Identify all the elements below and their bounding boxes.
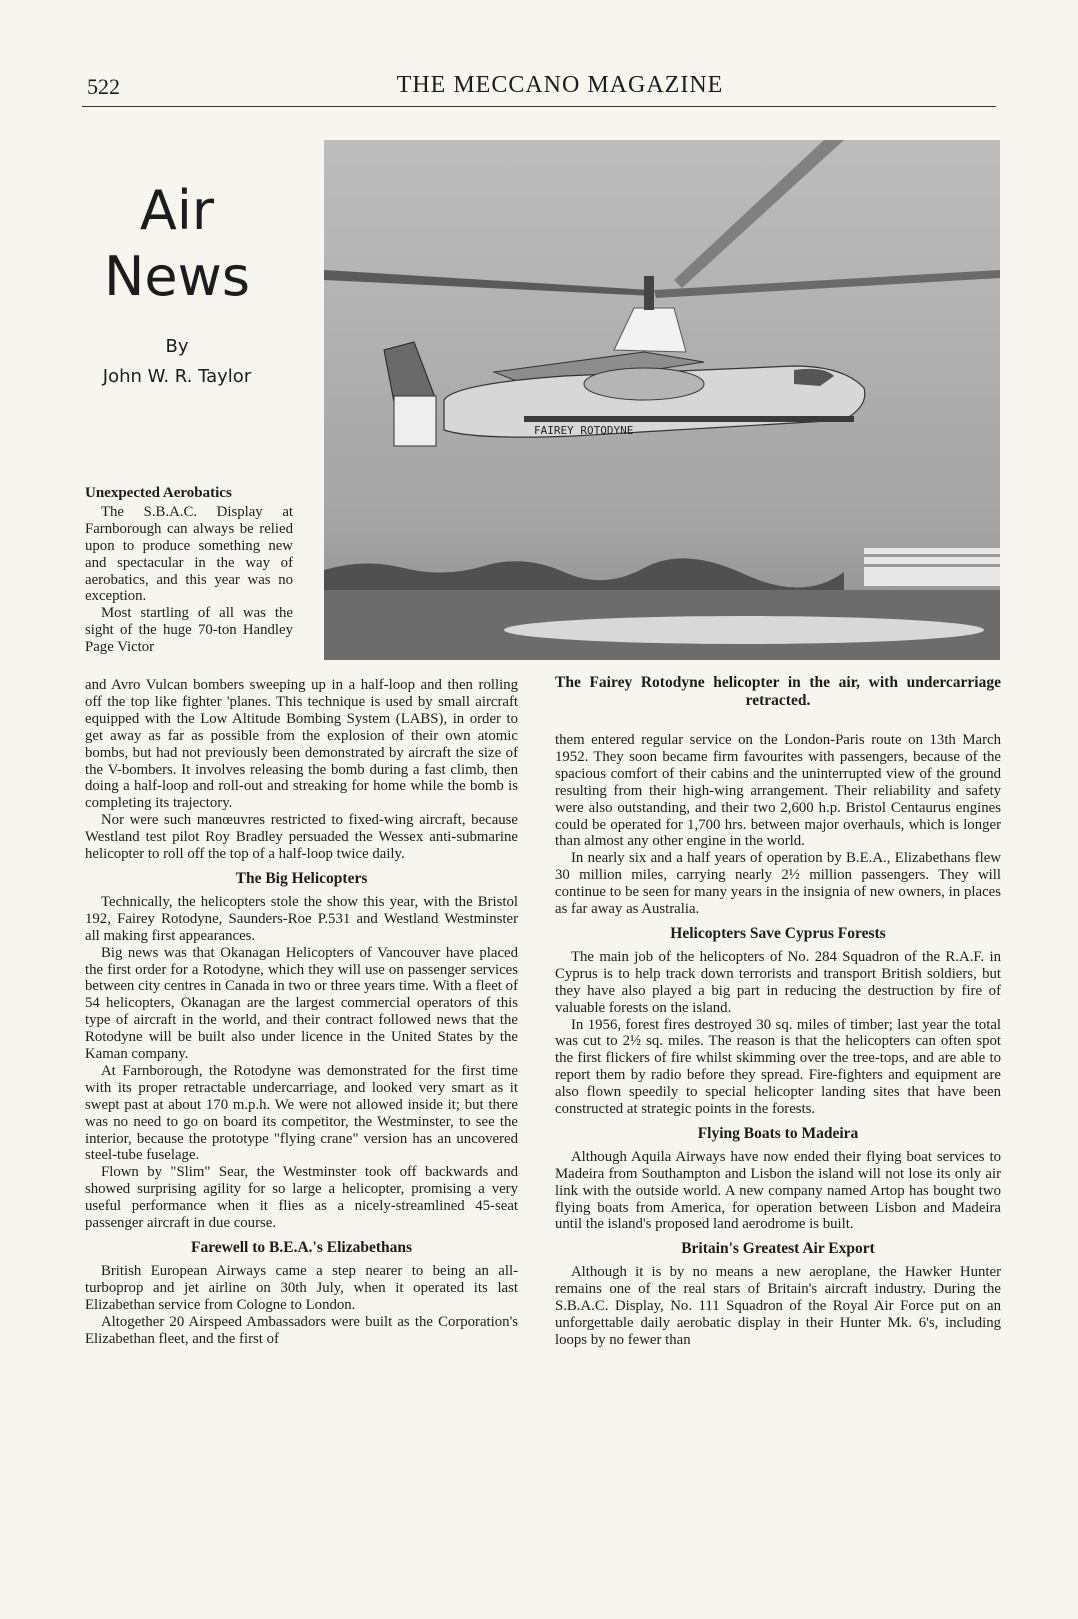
paragraph: The S.B.A.C. Display at Farnborough can always be relied upon to produce something new and spectacular in the way of aerobatics, and this year was no exception. — [85, 503, 293, 605]
section-heading-cyprus: Helicopters Save Cyprus Forests — [670, 924, 886, 942]
column-intro — [85, 485, 293, 656]
paragraph: Most startling of all was the sight of the huge 70-ton Handley Page Victor — [85, 605, 293, 656]
paragraph: Flown by "Slim" Sear, the Westminster took off backwards and showed surprising agility for so large a helicopter, promising a very useful performance when it flies as a nicely-streamlined 45-seat passenger aircraft in due course. — [85, 1164, 518, 1232]
paragraph: At Farnborough, the Rotodyne was demonstrated for the first time with its proper retractable undercarriage, and looked very smart as it swept past at about 170 m.p.h. We were not allowed inside it; but there was no need to go on board its competitor, the Westminster, to see the interior, because the prototype "flying crane" version has an uncovered steel-tube fuselage. — [85, 1062, 518, 1164]
paragraph: Nor were such manœuvres restricted to fixed-wing aircraft, because Westland test pilot Roy Bradley persuaded the Wessex anti-submarine helicopter to roll off the top of a half-loop twice daily. — [85, 812, 518, 863]
paragraph: In 1956, forest fires destroyed 30 sq. miles of timber; last year the total was cut to 2½ sq. miles. The reason is that the helicopters can often spot the first flickers of fire whilst skimming over the tree-tops, and are able to report them by radio before they spread. Fire-fighters and equipment are also flown speedily to special helicopter landing sites that have been constructed at strategic points in the forests. — [555, 1016, 1001, 1118]
paragraph: Although Aquila Airways have now ended their flying boat services to Madeira from Southampton and Lisbon the island will not lose its only air link with the outside world. A new company named Artop has bought two flying boats from America, for operation between Lisbon and Madeira until the island's proposed land aerodrome is built. — [555, 1148, 1001, 1233]
paragraph: British European Airways came a step nearer to being an all-turboprop and jet airline on 30th July, when it operated its last Elizabethan service from Cologne to London. — [85, 1262, 518, 1313]
byline-by: By — [165, 336, 189, 357]
paragraph-continued: and Avro Vulcan bombers sweeping up in a half-loop and then rolling off the top like fighter 'planes. This technique is used by small aircraft equipped with the Low Altitude Bombing System (LABS), in order to get away as far as possible from the explosion of their own atomic bombs, but had not previously been demonstrated by aircraft the size of the V-bombers. It involves releasing the bomb during a fast climb, then doing a half-loop and roll-out and streaking for home while the bomb is completing its trajectory. — [85, 677, 518, 812]
title-line-2: News — [104, 245, 250, 308]
header-rule — [82, 106, 996, 107]
column-left — [85, 677, 518, 1347]
column-right — [555, 732, 1001, 1349]
section-heading-madeira: Flying Boats to Madeira — [697, 1124, 859, 1142]
section-heading-big-helicopters: The Big Helicopters — [235, 869, 368, 887]
fuselage-lettering: FAIREY ROTODYNE — [534, 424, 634, 437]
paragraph-continued: them entered regular service on the London-Paris route on 13th March 1952. They soon became firm favourites with passengers, because of the spacious comfort of their cabins and the uninterrupted view of the ground resulting from their high-wing arrangement. Their reliability and safety were also outstanding, and their two 2,600 h.p. Bristol Centaurus engines could be operated for 1,700 hrs. between major overhauls, which is longer than almost any other engine in the world. — [555, 732, 1001, 850]
paragraph: Altogether 20 Airspeed Ambassadors were built as the Corporation's Elizabethan fleet, and the first of — [85, 1313, 518, 1347]
paragraph: The main job of the helicopters of No. 284 Squadron of the R.A.F. in Cyprus is to help track down terrorists and transport British soldiers, but they have also played a big part in reducing the destruction by fire of valuable forests on the island. — [555, 948, 1001, 1016]
paragraph: Big news was that Okanagan Helicopters of Vancouver have placed the first order for a Rotodyne, which they will use on passenger services between city centres in Canada in two or three years time. With a fleet of 54 helicopters, Okanagan are the largest commercial operators of this type of aircraft in the world, and their contract followed news that the Rotodyne will be built also under licence in the United States by the Kaman company. — [85, 944, 518, 1063]
masthead: THE MECCANO MAGAZINE — [396, 72, 724, 98]
section-heading-elizabethans: Farewell to B.E.A.'s Elizabethans — [190, 1239, 413, 1256]
title-line-1: Air — [139, 179, 215, 242]
paragraph: Although it is by no means a new aeroplane, the Hawker Hunter remains one of the real stars of Britain's aircraft industry. During the S.B.A.C. Display, No. 111 Squadron of the Royal Air Force put on an unforgettable daily aerobatic display in their Hunter Mk. 6's, including loops by no fewer than — [555, 1264, 1001, 1348]
section-heading-export: Britain's Greatest Air Export — [681, 1240, 875, 1258]
byline — [82, 332, 272, 392]
article-title — [82, 178, 272, 310]
photo-caption: The Fairey Rotodyne helicopter in the air, with undercarriage retracted. — [555, 674, 1001, 709]
section-heading-aerobatics: Unexpected Aerobatics — [85, 485, 232, 501]
paragraph: Technically, the helicopters stole the show this year, with the Bristol 192, Fairey Rotodyne, Saunders-Roe P.531 and Westland Westminster all making first appearances. — [85, 893, 518, 944]
paragraph: In nearly six and a half years of operation by B.E.A., Elizabethans flew 30 million miles, carrying nearly 2½ million passengers. They will continue to be seen for many years in the insignia of new owners, in places as far away as Australia. — [555, 850, 1001, 918]
author-name: John W. R. Taylor — [102, 366, 252, 387]
page-number: 522 — [87, 74, 120, 99]
helicopter-photo — [324, 140, 1000, 660]
